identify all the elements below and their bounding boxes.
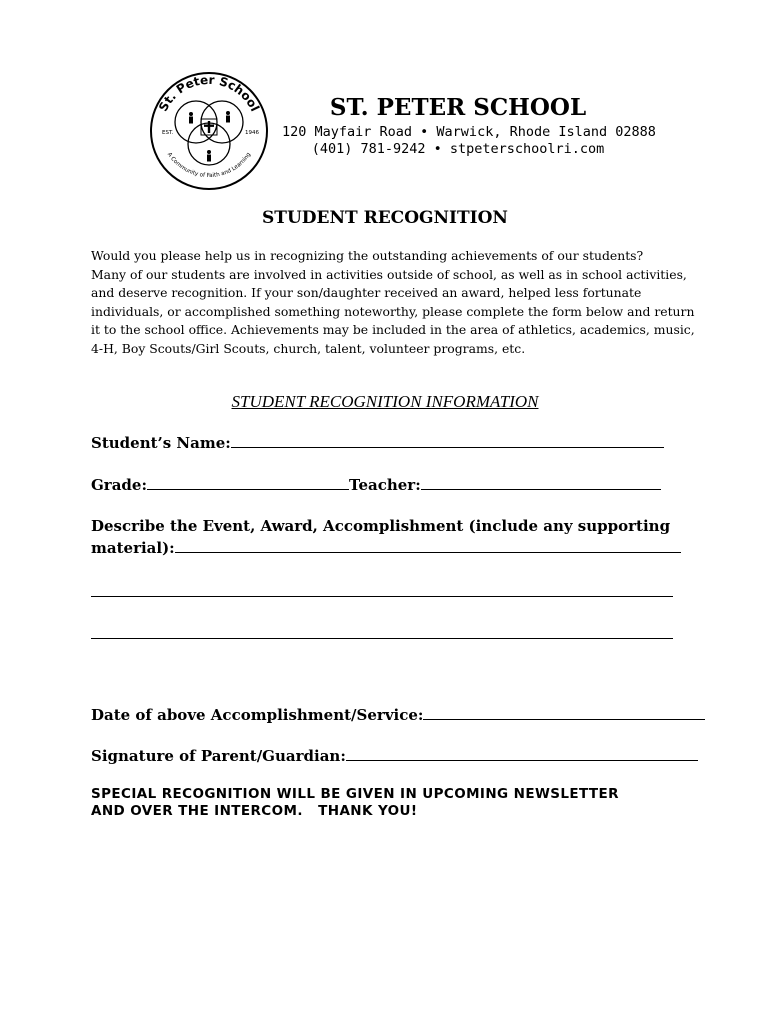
- logo-ring-text-top: St. Peter School: [156, 72, 263, 114]
- logo-ring-text-bottom: A Community of Faith and Learning: [165, 151, 253, 180]
- describe-blank-line[interactable]: [91, 596, 673, 597]
- section-title: STUDENT RECOGNITION INFORMATION: [231, 392, 539, 411]
- grade-blank[interactable]: [147, 474, 349, 490]
- school-name: ST. PETER SCHOOL: [329, 94, 587, 121]
- student-name-label: Student’s Name:: [91, 434, 231, 452]
- date-field: [91, 704, 705, 726]
- student-name-field: [91, 432, 664, 454]
- describe-label: Describe the Event, Award, Accomplishment (include any supporting: [91, 517, 671, 535]
- grade-teacher-field: [91, 474, 661, 496]
- school-contact: (401) 781-9242 • stpeterschoolri.com: [311, 141, 605, 157]
- intro-line: individuals, or accomplished something noteworthy, please complete the form below and return: [91, 303, 695, 319]
- intro-line: Would you please help us in recognizing the outstanding achievements of our students?: [91, 248, 644, 263]
- intro-line: 4-H, Boy Scouts/Girl Scouts, church, talent, volunteer programs, etc.: [91, 340, 526, 356]
- teacher-label: Teacher:: [349, 476, 421, 494]
- intro-line: and deserve recognition. If your son/daughter received an award, helped less fortunate: [91, 285, 642, 300]
- logo-right-text: 1946: [245, 130, 259, 136]
- signature-field: [91, 745, 698, 767]
- date-label: Date of above Accomplishment/Service:: [91, 706, 424, 724]
- notice-line: AND OVER THE INTERCOM. THANK YOU!: [91, 803, 418, 819]
- intro-line: it to the school office. Achievements may be included in the area of athletics, academics, music,: [91, 322, 695, 337]
- student-name-blank[interactable]: [231, 432, 664, 448]
- describe-field: [91, 515, 681, 559]
- intro-paragraph: [91, 247, 695, 358]
- signature-label: Signature of Parent/Guardian:: [91, 747, 346, 765]
- document-title: STUDENT RECOGNITION: [262, 208, 508, 228]
- signature-blank[interactable]: [346, 745, 698, 761]
- special-recognition-notice: [91, 786, 711, 820]
- logo-left-text: EST.: [162, 130, 174, 136]
- describe-blank[interactable]: [175, 537, 681, 553]
- notice-line: SPECIAL RECOGNITION WILL BE GIVEN IN UPCOMING NEWSLETTER: [91, 786, 619, 802]
- intro-line: Many of our students are involved in activities outside of school, as well as in school activities,: [91, 266, 687, 282]
- describe-label-continued: material):: [91, 539, 175, 557]
- school-address: 120 Mayfair Road • Warwick, Rhode Island 02888: [282, 124, 656, 140]
- grade-label: Grade:: [91, 476, 148, 494]
- teacher-blank[interactable]: [421, 474, 661, 490]
- date-blank[interactable]: [423, 704, 705, 720]
- describe-blank-line[interactable]: [91, 638, 673, 639]
- school-logo: [148, 70, 270, 192]
